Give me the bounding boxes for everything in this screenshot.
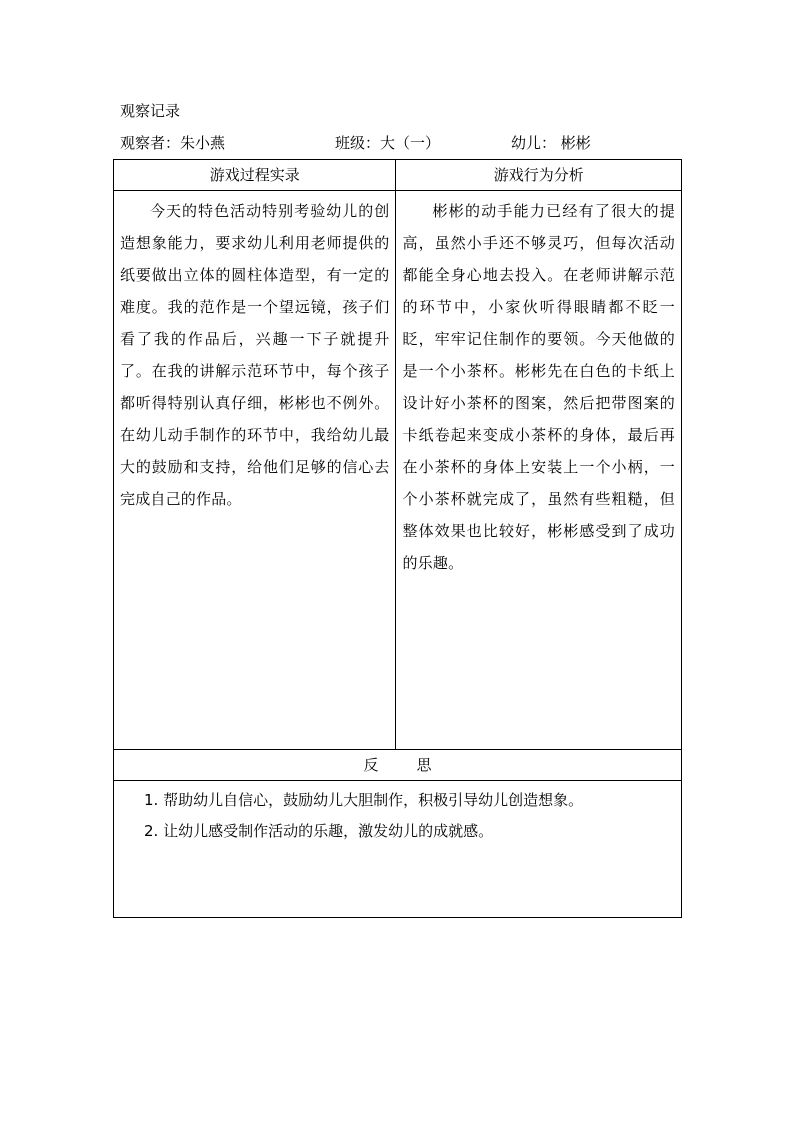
info-row bbox=[120, 133, 680, 153]
game-process-cell bbox=[114, 191, 396, 750]
observer-label: 观察者：朱小燕 bbox=[120, 134, 226, 152]
reflection-item: 1. 帮助幼儿自信心，鼓励幼儿大胆制作，积极引导幼儿创造想象。 bbox=[144, 791, 584, 809]
reflection-header-char-2: 思 bbox=[416, 756, 432, 774]
behavior-analysis-text: 彬彬的动手能力已经有了很大的提高，虽然小手还不够灵巧，但每次活动都能全身心地去投入。在老师讲解示范的环节中，小家伙听得眼睛都不眨一眨，牢牢记住制作的要领。今天他做的是一个小茶杯。彬彬先在白色的卡纸上设计好小茶杯的图案，然后把带图案的卡纸卷起来变成小茶杯的身体，最后再在小茶杯的身体上安装上一个小柄，一个小茶杯就完成了，虽然有些粗糙，但整体效果也比较好，彬彬感受到了成功的乐趣。 bbox=[402, 202, 675, 572]
game-process-text: 今天的特色活动特别考验幼儿的创造想象能力，要求幼儿利用老师提供的纸要做出立体的圆柱体造型，有一定的难度。我的范作是一个望远镜，孩子们看了我的作品后，兴趣一下子就提升了。在我的讲解示范环节中，每个孩子都听得特别认真仔细，彬彬也不例外。在幼儿动手制作的环节中，我给幼儿最大的鼓励和支持，给他们足够的信心去完成自己的作品。 bbox=[120, 202, 390, 508]
reflection-header-char-1: 反 bbox=[363, 756, 379, 774]
behavior-analysis-cell bbox=[396, 191, 682, 750]
child-label: 幼儿： 彬彬 bbox=[511, 134, 591, 152]
reflection-header bbox=[114, 750, 682, 781]
reflection-item: 2. 让幼儿感受制作活动的乐趣，激发幼儿的成就感。 bbox=[144, 822, 494, 840]
class-label: 班级：大（一） bbox=[335, 134, 441, 152]
header-behavior-analysis: 游戏行为分析 bbox=[396, 160, 682, 191]
document-title: 观察记录 bbox=[120, 102, 181, 120]
header-game-process: 游戏过程实录 bbox=[114, 160, 396, 191]
reflection-body bbox=[114, 781, 682, 918]
reflection-list bbox=[114, 781, 681, 847]
observation-table bbox=[113, 159, 682, 918]
